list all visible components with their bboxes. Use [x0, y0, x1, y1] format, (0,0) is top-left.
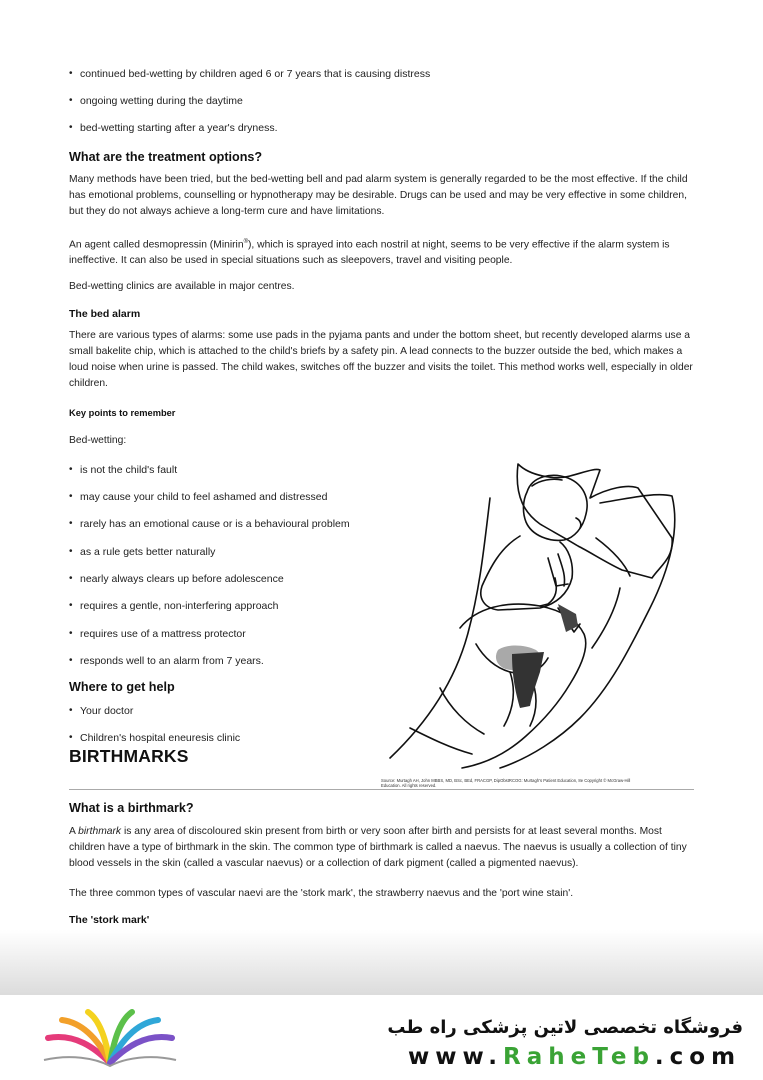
list-item: • rarely has an emotional cause or is a behavioural problem: [69, 517, 350, 531]
wet-patch-shape: [512, 652, 544, 708]
key-points-intro: Bed-wetting:: [69, 435, 127, 446]
list-item: • nearly always clears up before adolescence: [69, 572, 284, 586]
treatment-heading: What are the treatment options?: [69, 150, 263, 164]
birthmark-paragraph-1: A birthmark is any area of discoloured skin present from birth or very soon after birth and persists for at least several months. Most children have a type of birthmark in the skin. The common type of birthmark is called a naevus. The naevus is usually a collection of tiny blood vessels in the skin (called a vascular naevus) or a collection of dark pigment (called a pigmented naevus).: [69, 826, 687, 869]
list-item: • Children's hospital eneuresis clinic: [69, 731, 240, 745]
treatment-paragraph-3: Bed-wetting clinics are available in major centres.: [69, 281, 295, 292]
treatment-paragraph-2: An agent called desmopressin (Minirin®), which is sprayed into each nostril at night, seems to be very effective if the alarm system is ineffective. It can also be used in special situations such as sleepovers, travel and visiting people.: [69, 239, 670, 267]
key-points-heading: Key points to remember: [69, 408, 176, 418]
stork-mark-heading: The 'stork mark': [69, 914, 150, 926]
bed-alarm-heading: The bed alarm: [69, 308, 141, 320]
help-heading: Where to get help: [69, 680, 175, 694]
list-item: • requires use of a mattress protector: [69, 627, 246, 641]
list-item: • requires a gentle, non-interfering approach: [69, 599, 278, 613]
birthmark-paragraph-2: The three common types of vascular naevi are the 'stork mark', the strawberry naevus and the 'port wine stain'.: [69, 888, 574, 899]
birthmarks-title: BIRTHMARKS: [69, 746, 189, 766]
section-divider: [69, 789, 694, 790]
list-item: • is not the child's fault: [69, 463, 177, 477]
list-item: • ongoing wetting during the daytime: [69, 94, 243, 108]
list-item: • continued bed-wetting by children aged 6 or 7 years that is causing distress: [69, 67, 430, 81]
page-bottom-shadow: [0, 930, 763, 1000]
list-item: • responds well to an alarm from 7 years.: [69, 654, 264, 668]
bed-alarm-paragraph: There are various types of alarms: some use pads in the pyjama pants and under the bottom sheet, but recently developed alarms use a small bakelite chip, which is attached to the child's briefs by a safety pin. A lead connects to the buzzer outside the bed, which makes a loud noise when urine is passed. The child wakes, switches off the buzzer and visits the toilet. This method works well, especially in older children.: [69, 330, 693, 389]
store-name-persian: فروشگاه تخصصی لاتین پزشکی راه طب: [387, 1017, 743, 1038]
birthmark-heading: What is a birthmark?: [69, 801, 194, 815]
open-book-logo-icon: [40, 1008, 180, 1070]
store-url: www.RaheTeb.com: [408, 1044, 742, 1070]
list-item: • may cause your child to feel ashamed and distressed: [69, 490, 327, 504]
list-item: • as a rule gets better naturally: [69, 545, 215, 559]
treatment-paragraph-1: Many methods have been tried, but the bed-wetting bell and pad alarm system is generally regarded to be the most effective. If the child has emotional problems, counselling or hypnotherapy may be desirable. Drugs can be used and may be very effective in some children, but they do not always achieve a long-term cure and have limitations.: [69, 174, 688, 217]
list-item: • Your doctor: [69, 704, 133, 718]
sleeping-child-illustration: [380, 458, 700, 778]
list-item: • bed-wetting starting after a year's dryness.: [69, 121, 278, 135]
figure-source-caption: Source: Murtagh AH, John MBBS, MD, BSc, BEd, FRACGP, DipObstRCOG: Murtagh's Patient Education, 8e Copyright © McGraw-Hill Education. All rights reserved.: [381, 778, 631, 788]
